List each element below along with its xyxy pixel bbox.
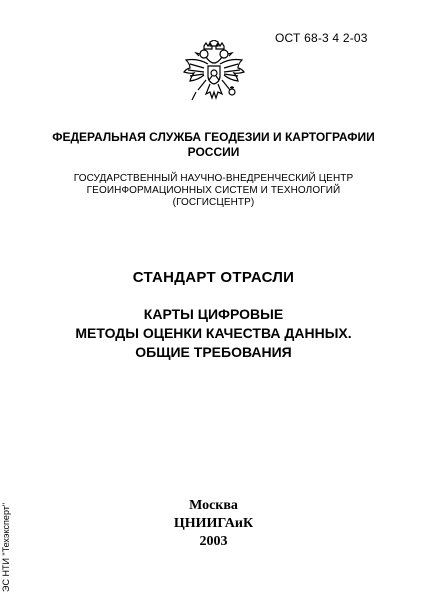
center-title [0,173,427,209]
russian-double-headed-eagle-emblem-icon [182,40,246,104]
publisher-name: ЦНИИГАиК [173,516,254,531]
document-title [0,305,427,362]
document-title-line: МЕТОДЫ ОЦЕНКИ КАЧЕСТВА ДАННЫХ. [75,325,352,341]
center-title-line: ГОСУДАРСТВЕННЫЙ НАУЧНО-ВНЕДРЕНЧЕСКИЙ ЦЕНТР [73,173,354,184]
document-title-line: КАРТЫ ЦИФРОВЫЕ [143,306,284,322]
organization-title-line: РОССИИ [187,145,240,159]
side-stamp: ЭС НТИ "Техэксперт" [1,502,11,592]
publication-year: 2003 [199,534,228,549]
organization-title [0,130,427,160]
organization-title-line: ФЕДЕРАЛЬНАЯ СЛУЖБА ГЕОДЕЗИИ И КАРТОГРАФИИ [52,130,375,144]
center-title-line: ГЕОИНФОРМАЦИОННЫХ СИСТЕМ И ТЕХНОЛОГИЙ [86,185,341,196]
document-code: ОСТ 68-3 4 2-03 [275,31,368,45]
standard-type: СТАНДАРТ ОТРАСЛИ [132,269,295,286]
document-title-line: ОБЩИЕ ТРЕБОВАНИЯ [135,344,292,360]
publication-city: Москва [189,498,238,513]
publication-footer [0,497,427,551]
center-title-line: (ГОСГИСЦЕНТР) [172,197,255,208]
